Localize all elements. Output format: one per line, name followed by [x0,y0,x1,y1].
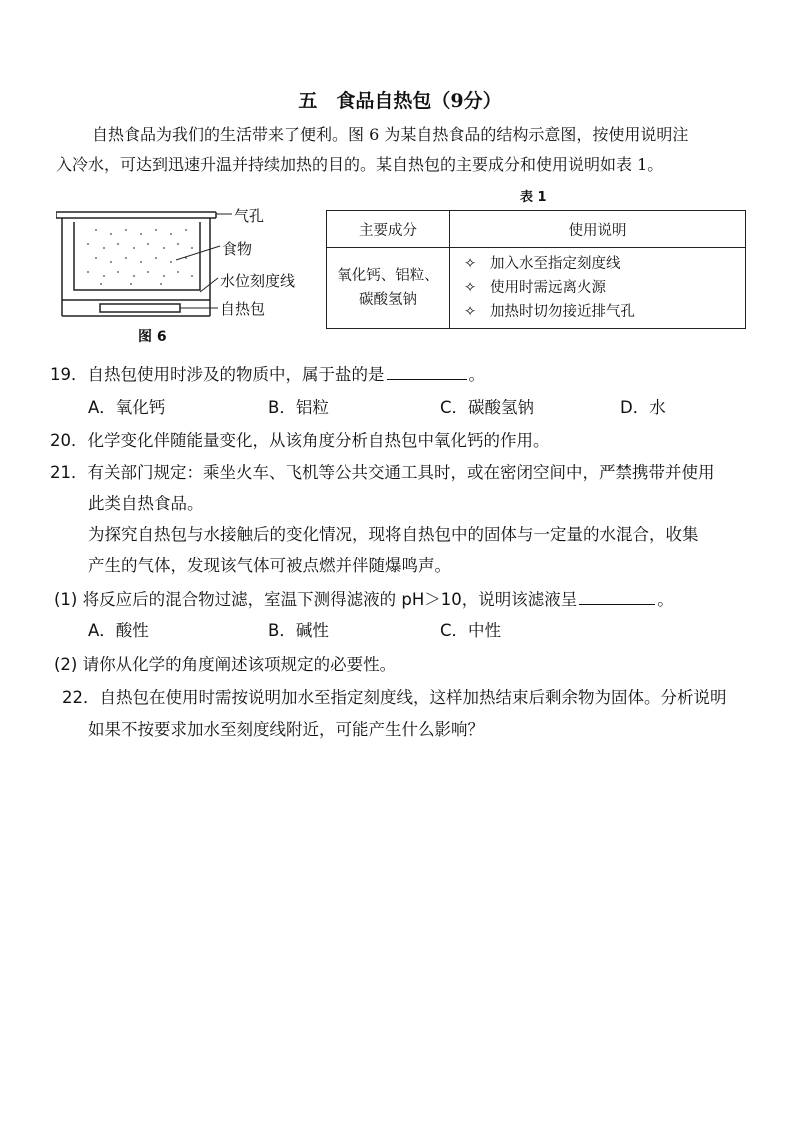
figure-caption: 图 6 [138,329,167,345]
table-caption: 表 1 [520,190,547,205]
q19-stem: 19．自热包使用时涉及的物质中，属于盐的是 。 [50,365,485,384]
q22-line-1: 22．自热包在使用时需按说明加水至指定刻度线，这样加热结束后剩余物为固体。分析说明 [62,688,727,707]
q21-sub1-answer-blank[interactable] [579,588,655,605]
label-heat-pack: 自热包 [220,300,266,318]
q21-option-a: A．酸性 [88,621,149,640]
intro-line-1: 自热食品为我们的生活带来了便利。图 6 为某自热食品的结构示意图，按使用说明注 [92,125,689,144]
q19-option-a: A．氧化钙 [88,398,166,417]
instruction-item: ✧ 加入水至指定刻度线 [464,256,621,272]
q21-option-c: C．中性 [440,621,502,640]
food-leader [176,246,220,260]
outer-container [62,218,210,300]
ingredients-line-2: 碳酸氢钠 [359,292,417,308]
ingredients-cell [327,248,450,329]
instructions-cell [450,248,746,329]
sparkle-bullet-icon: ✧ [464,256,477,272]
q19-answer-blank[interactable] [387,363,467,380]
waterline-leader [200,278,218,292]
q21-experiment-line-2: 产生的气体，发现该气体可被点燃并伴随爆鸣声。 [88,556,451,575]
heat-pack [100,304,180,312]
label-vent: 气孔 [234,207,265,225]
q22-line-2: 如果不按要求加水至刻度线附近，可能产生什么影响？ [88,720,484,739]
section-title: 五 食品自热包（9分） [298,90,502,112]
q21-sub1: (1) 将反应后的混合物过滤，室温下测得滤液的 pH＞10，说明该滤液呈 。 [54,590,674,609]
food-dots [87,229,193,285]
food-bowl [74,222,200,290]
header-instructions: 使用说明 [450,211,746,248]
label-waterline: 水位刻度线 [220,272,296,290]
header-ingredients: 主要成分 [327,211,450,248]
table-row [327,248,746,329]
table-header-row [327,211,746,248]
sparkle-bullet-icon: ✧ [464,280,477,296]
instruction-item: ✧ 使用时需远离火源 [464,280,606,296]
ingredients-line-1: 氧化钙、铝粒、 [337,268,439,284]
instruction-item: ✧ 加热时切勿接近排气孔 [464,304,635,320]
q19-option-d: D．水 [620,398,666,417]
ingredients-table [326,210,746,329]
q21-experiment-line-1: 为探究自热包与水接触后的变化情况，现将自热包中的固体与一定量的水混合，收集 [88,525,699,544]
q21-stem-line-2: 此类自热食品。 [88,494,204,513]
label-food: 食物 [222,240,253,258]
intro-line-2: 入冷水，可达到迅速升温并持续加热的目的。某自热包的主要成分和使用说明如表 1。 [56,155,664,174]
q20-stem: 20．化学变化伴随能量变化，从该角度分析自热包中氧化钙的作用。 [50,431,550,450]
q19-option-c: C．碳酸氢钠 [440,398,535,417]
q19-option-b: B．铝粒 [268,398,329,417]
q21-option-b: B．碱性 [268,621,329,640]
sparkle-bullet-icon: ✧ [464,304,477,320]
q21-stem-line-1: 21．有关部门规定：乘坐火车、飞机等公共交通工具时，或在密闭空间中，严禁携带并使用 [50,463,715,482]
q21-sub2: (2) 请你从化学的角度阐述该项规定的必要性。 [54,655,397,674]
